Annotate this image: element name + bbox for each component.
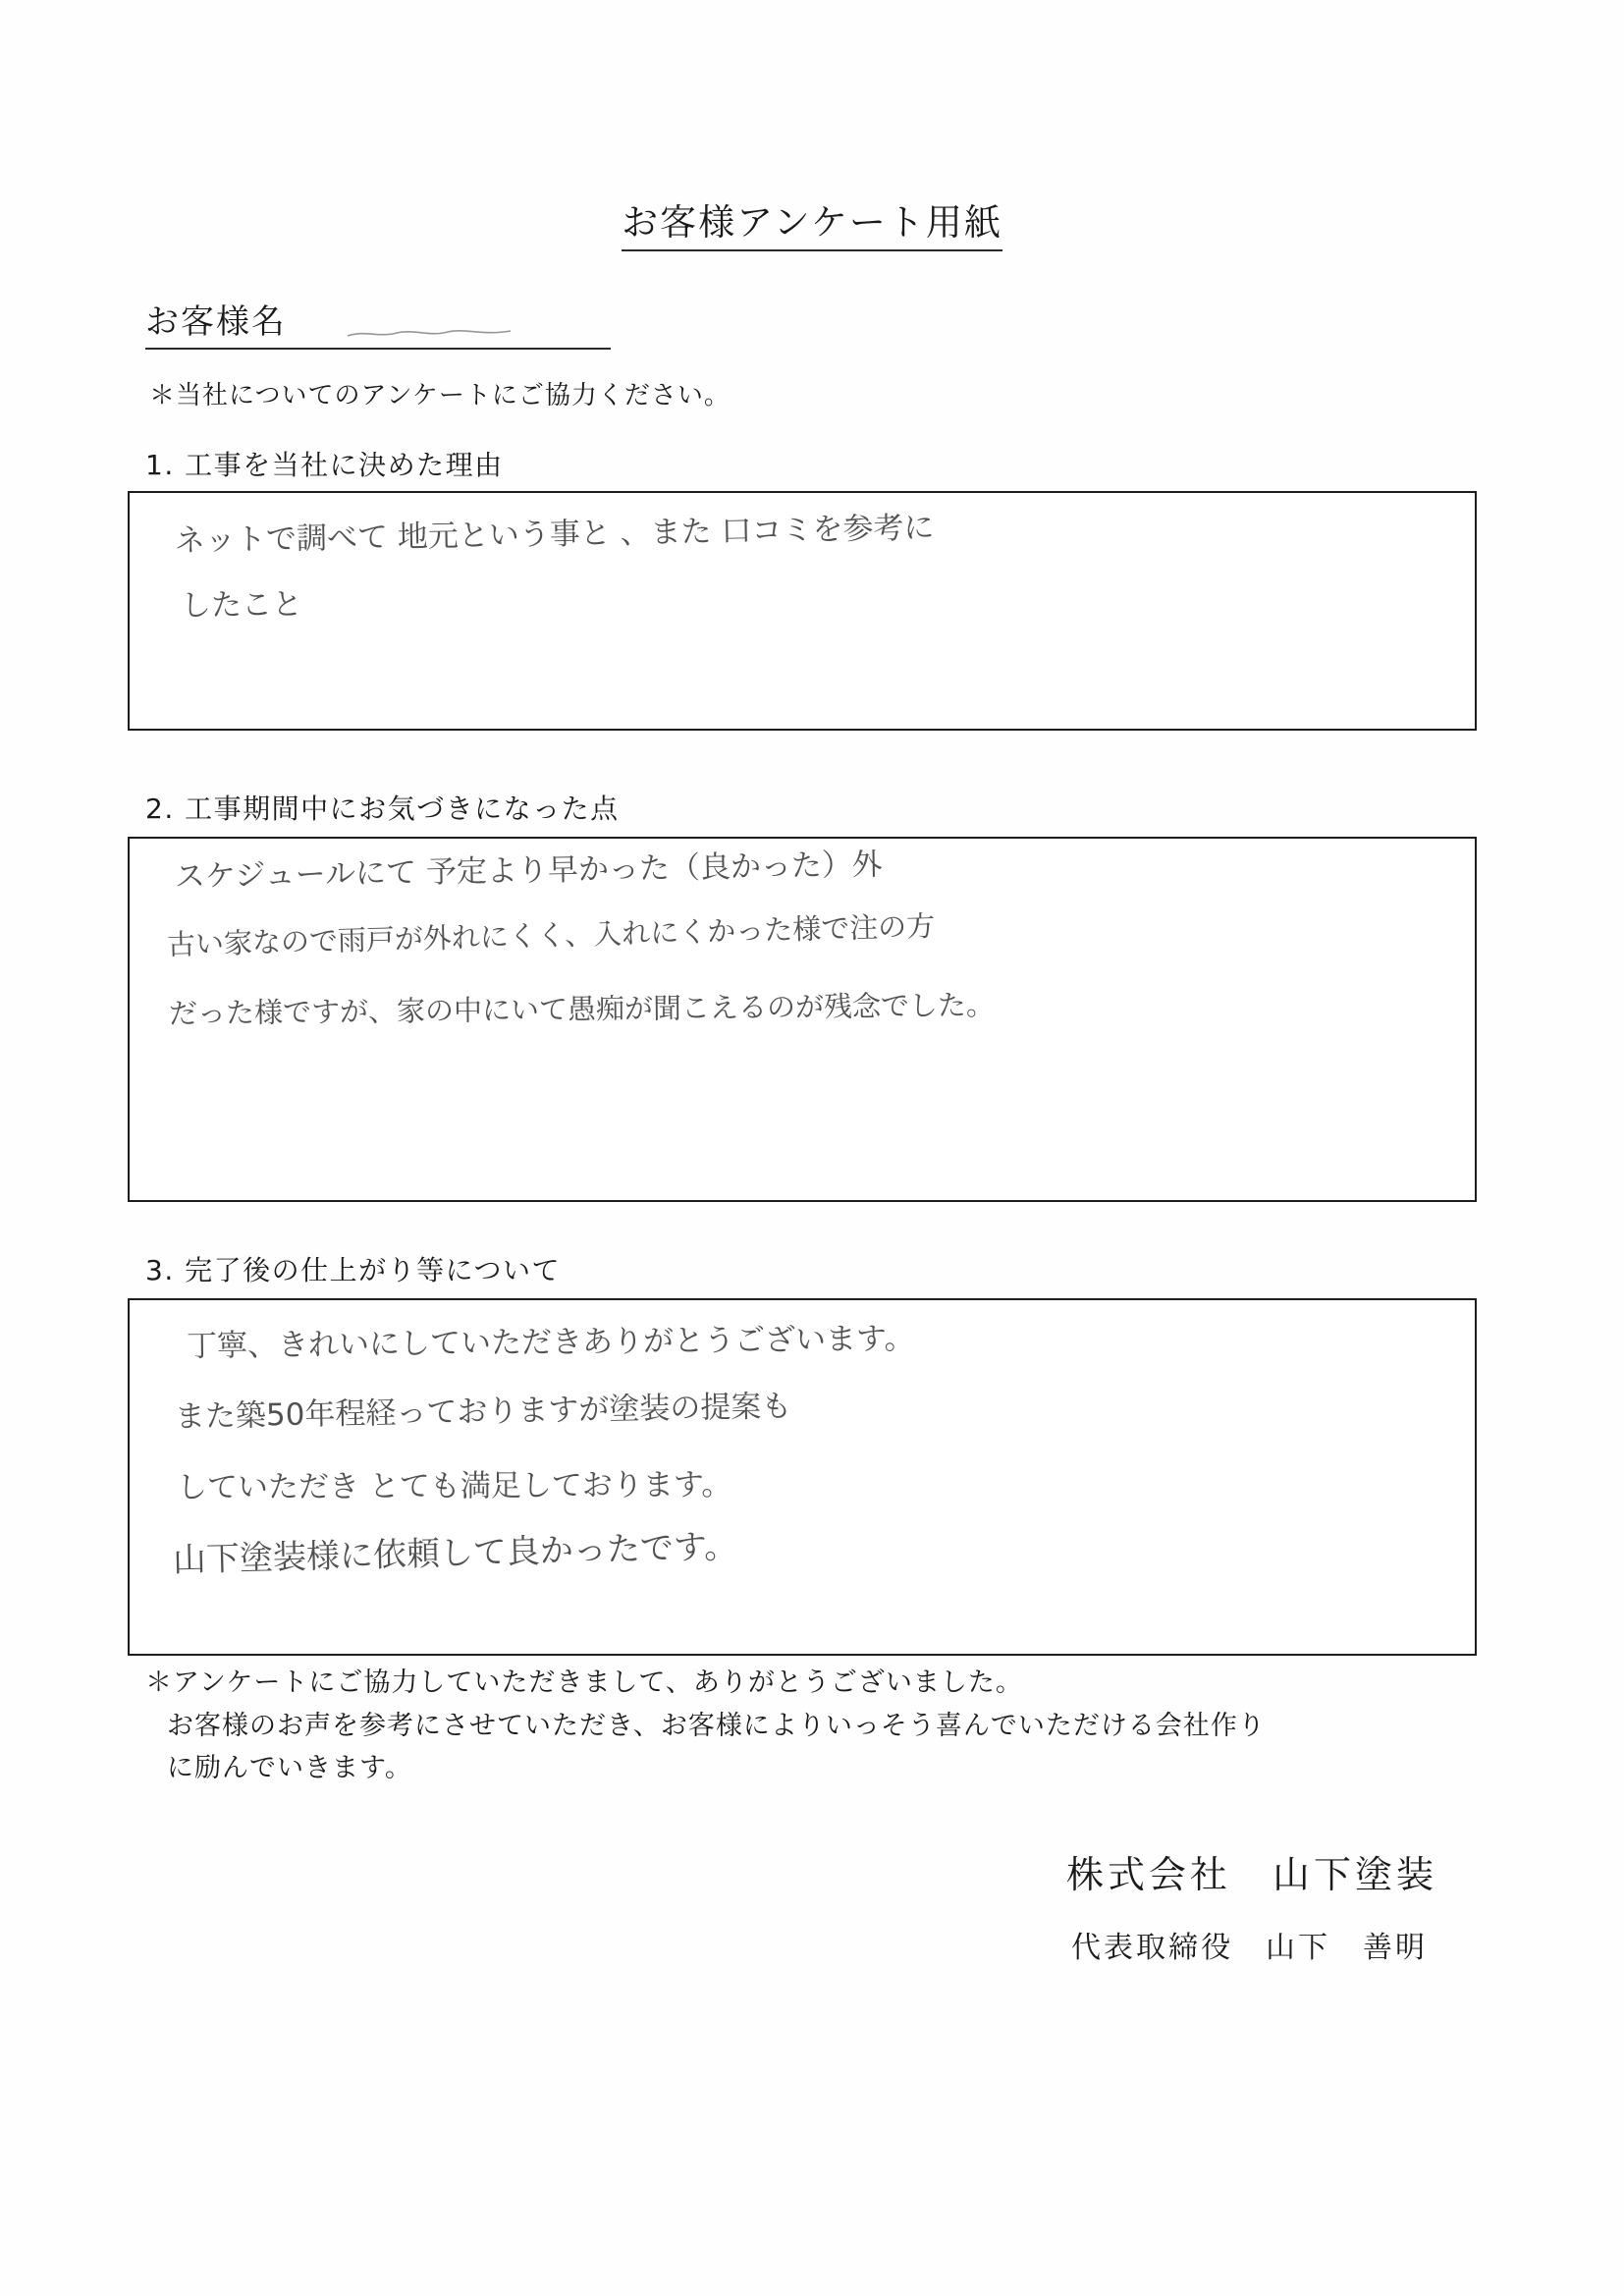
question-3-label: 3. 完了後の仕上がり等について	[145, 1254, 562, 1286]
intro-note: ＊当社についてのアンケートにご協力ください。	[149, 381, 731, 410]
closing-note	[145, 1662, 1266, 1790]
question-2-answer-box[interactable]	[128, 837, 1477, 1202]
customer-name-label: お客様名	[145, 295, 287, 350]
question-3-answer-line-3: していただき とても満足しております。	[176, 1467, 732, 1505]
closing-note-line-2: お客様のお声を参考にさせていただき、お客様によりいっそう喜んでいただける会社作り	[167, 1710, 1266, 1741]
question-3-answer-line-1: 丁寧、きれいにしていただきありがとうございます。	[186, 1321, 915, 1364]
signature-scribble-icon	[346, 328, 513, 340]
question-1-label: 1. 工事を当社に決めた理由	[145, 449, 504, 481]
closing-note-line-3: に励んでいきます。	[167, 1753, 412, 1784]
question-2-label: 2. 工事期間中にお気づきになった点	[145, 793, 620, 825]
company-name: 株式会社 山下塗装	[1065, 1853, 1437, 1896]
question-1-answer-box[interactable]	[128, 491, 1477, 731]
closing-note-line-1: ＊アンケートにご協力していただきまして、ありがとうございました。	[145, 1667, 1023, 1698]
question-2-answer-line-2: 古い家なので雨戸が外れにくく、入れにくかった様で注の方	[166, 908, 936, 961]
question-1-answer-line-1: ネットで調べて 地元という事と 、また 口コミを参考に	[174, 510, 935, 559]
question-3-answer-line-4: 山下塗装様に依頼して良かったです。	[172, 1526, 738, 1580]
question-2-answer-line-1: スケジュールにて 予定より早かった（良かった）外	[174, 847, 884, 895]
question-2-answer-line-3: だった様ですが、家の中にいて愚痴が聞こえるのが残念でした。	[168, 988, 996, 1030]
question-1-answer-line-2: したこと	[180, 586, 303, 624]
customer-name-row	[145, 295, 611, 350]
question-3-answer-box[interactable]	[128, 1298, 1477, 1656]
page-title	[0, 192, 1624, 246]
customer-name-field[interactable]	[287, 304, 611, 350]
question-3-answer-line-2: また築50年程経っておりますが塗装の提案も	[174, 1389, 792, 1435]
page-title-text: お客様アンケート用紙	[622, 201, 1002, 251]
representative-name: 代表取締役 山下 善明	[1071, 1931, 1428, 1965]
